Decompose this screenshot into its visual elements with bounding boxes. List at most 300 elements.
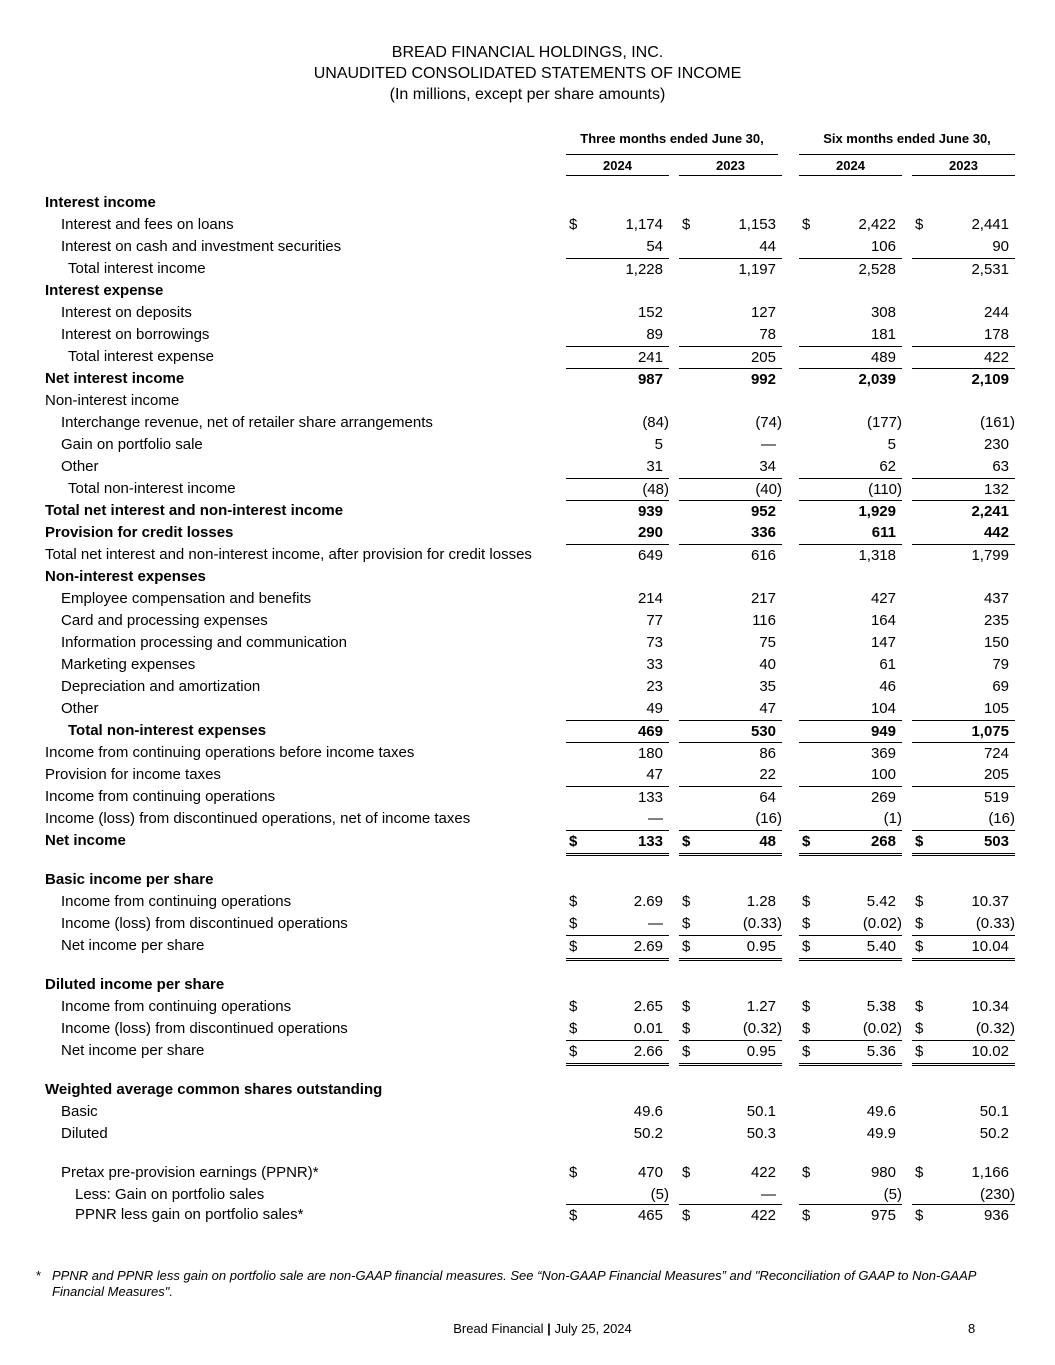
column-group-underline bbox=[799, 154, 1015, 155]
cell-value: 244 bbox=[983, 304, 1009, 321]
value-cell bbox=[679, 500, 782, 523]
cell-value: 105 bbox=[983, 700, 1009, 717]
year-underline bbox=[679, 175, 782, 176]
cell-value: — bbox=[761, 1186, 776, 1203]
currency-symbol: $ bbox=[682, 998, 691, 1015]
currency-symbol: $ bbox=[802, 998, 811, 1015]
value-cell bbox=[912, 302, 1015, 324]
value-cell bbox=[679, 676, 782, 698]
value-cell bbox=[799, 764, 902, 786]
cell-value: 336 bbox=[750, 524, 776, 541]
value-cell bbox=[912, 764, 1015, 786]
value-cell bbox=[679, 632, 782, 654]
value-cell bbox=[679, 368, 782, 391]
row-label: Total interest expense bbox=[68, 348, 214, 365]
currency-symbol: $ bbox=[569, 216, 578, 233]
value-cell bbox=[799, 258, 902, 281]
value-cell bbox=[679, 324, 782, 346]
currency-symbol: $ bbox=[682, 938, 691, 955]
cell-value: 268 bbox=[870, 833, 896, 850]
row-label: Interchange revenue, net of retailer share arrangements bbox=[61, 414, 433, 431]
value-cell bbox=[912, 324, 1015, 346]
row-label: Interest income bbox=[45, 194, 156, 211]
value-cell bbox=[679, 654, 782, 676]
value-cell bbox=[679, 742, 782, 765]
cell-value: 54 bbox=[646, 238, 663, 255]
value-cell bbox=[912, 346, 1015, 369]
row-label: Total non-interest expenses bbox=[68, 722, 267, 739]
cell-value: 1.28 bbox=[746, 893, 776, 910]
value-cell bbox=[912, 1018, 1015, 1040]
table-row bbox=[0, 214, 1055, 236]
row-label: Total net interest and non-interest income bbox=[45, 502, 344, 519]
value-cell bbox=[679, 786, 782, 809]
cell-value: 2.69 bbox=[633, 938, 663, 955]
value-cell bbox=[679, 588, 782, 610]
cell-value: (0.33) bbox=[975, 915, 1015, 932]
row-label: Provision for credit losses bbox=[45, 524, 234, 541]
currency-symbol: $ bbox=[569, 833, 578, 850]
table-row bbox=[0, 566, 1055, 588]
value-cell bbox=[566, 698, 669, 720]
cell-value: 1,318 bbox=[858, 547, 896, 564]
value-cell bbox=[912, 808, 1015, 830]
cell-value: 50.2 bbox=[633, 1125, 663, 1142]
currency-symbol: $ bbox=[802, 1164, 811, 1181]
table-row bbox=[0, 720, 1055, 742]
cell-value: 2.66 bbox=[633, 1043, 663, 1060]
cell-value: 2,422 bbox=[858, 216, 896, 233]
column-group-six-months: Six months ended June 30, bbox=[823, 131, 991, 146]
value-cell bbox=[566, 1123, 669, 1145]
value-cell bbox=[566, 478, 669, 501]
cell-value: 133 bbox=[637, 833, 663, 850]
value-cell bbox=[679, 1123, 782, 1145]
value-cell bbox=[566, 544, 669, 567]
cell-value: — bbox=[761, 436, 776, 453]
value-cell bbox=[679, 1162, 782, 1184]
cell-value: 69 bbox=[992, 678, 1009, 695]
cell-value: 369 bbox=[870, 745, 896, 762]
cell-value: (74) bbox=[755, 414, 782, 431]
row-label: Basic bbox=[61, 1103, 98, 1120]
cell-value: (5) bbox=[650, 1186, 669, 1203]
table-row bbox=[0, 676, 1055, 698]
cell-value: 49.9 bbox=[866, 1125, 896, 1142]
value-cell bbox=[679, 544, 782, 567]
column-group-three-months: Three months ended June 30, bbox=[580, 131, 764, 146]
value-cell bbox=[679, 1184, 782, 1206]
value-cell bbox=[566, 1204, 669, 1227]
cell-value: 5.40 bbox=[866, 938, 896, 955]
currency-symbol: $ bbox=[802, 1207, 811, 1224]
currency-symbol: $ bbox=[802, 1020, 811, 1037]
cell-value: 2,039 bbox=[858, 371, 896, 388]
currency-symbol: $ bbox=[569, 1020, 578, 1037]
row-label: Employee compensation and benefits bbox=[61, 590, 312, 607]
cell-value: 61 bbox=[879, 656, 896, 673]
cell-value: 2,241 bbox=[971, 503, 1009, 520]
row-label: Diluted bbox=[61, 1125, 108, 1142]
cell-value: 34 bbox=[759, 458, 776, 475]
value-cell bbox=[679, 456, 782, 478]
value-cell bbox=[679, 698, 782, 720]
value-cell bbox=[679, 996, 782, 1018]
value-cell bbox=[799, 676, 902, 698]
cell-value: 10.04 bbox=[971, 938, 1009, 955]
value-cell bbox=[566, 913, 669, 935]
report-title bbox=[0, 42, 1055, 105]
cell-value: 90 bbox=[992, 238, 1009, 255]
cell-value: 2,441 bbox=[971, 216, 1009, 233]
currency-symbol: $ bbox=[802, 915, 811, 932]
row-label: Card and processing expenses bbox=[61, 612, 268, 629]
cell-value: 64 bbox=[759, 789, 776, 806]
value-cell bbox=[566, 1184, 669, 1206]
cell-value: 73 bbox=[646, 634, 663, 651]
footer-date: July 25, 2024 bbox=[554, 1321, 632, 1336]
row-label: Basic income per share bbox=[45, 871, 214, 888]
cell-value: 5.38 bbox=[866, 998, 896, 1015]
row-label: Net income bbox=[45, 832, 126, 849]
year-header: 2023 bbox=[716, 158, 745, 173]
table-row bbox=[0, 522, 1055, 544]
cell-value: (1) bbox=[883, 810, 902, 827]
value-cell bbox=[799, 434, 902, 456]
cell-value: 5 bbox=[887, 436, 896, 453]
cell-value: 465 bbox=[637, 1207, 663, 1224]
currency-symbol: $ bbox=[915, 1207, 924, 1224]
row-label: Interest on cash and investment securities bbox=[61, 238, 342, 255]
cell-value: (16) bbox=[755, 810, 782, 827]
cell-value: 31 bbox=[646, 458, 663, 475]
row-label: Total non-interest income bbox=[68, 480, 236, 497]
cell-value: 47 bbox=[759, 700, 776, 717]
cell-value: 442 bbox=[983, 524, 1009, 541]
row-label: Income from continuing operations bbox=[61, 998, 292, 1015]
cell-value: 63 bbox=[992, 458, 1009, 475]
cell-value: 0.95 bbox=[746, 938, 776, 955]
value-cell bbox=[799, 324, 902, 346]
cell-value: (16) bbox=[988, 810, 1015, 827]
cell-value: 503 bbox=[983, 833, 1009, 850]
cell-value: 427 bbox=[870, 590, 896, 607]
cell-value: 50.1 bbox=[979, 1103, 1009, 1120]
cell-value: 422 bbox=[750, 1207, 776, 1224]
cell-value: 308 bbox=[870, 304, 896, 321]
table-row bbox=[0, 935, 1055, 957]
cell-value: (84) bbox=[642, 414, 669, 431]
currency-symbol: $ bbox=[569, 893, 578, 910]
table-row bbox=[0, 654, 1055, 676]
value-cell bbox=[679, 891, 782, 913]
currency-symbol: $ bbox=[915, 998, 924, 1015]
value-cell bbox=[799, 632, 902, 654]
table-row bbox=[0, 996, 1055, 1018]
value-cell bbox=[912, 676, 1015, 698]
value-cell bbox=[799, 610, 902, 632]
value-cell bbox=[679, 1018, 782, 1040]
value-cell bbox=[799, 500, 902, 523]
value-cell bbox=[912, 522, 1015, 544]
row-label: Less: Gain on portfolio sales bbox=[75, 1186, 265, 1203]
value-cell bbox=[679, 1204, 782, 1227]
cell-value: 10.34 bbox=[971, 998, 1009, 1015]
row-spacer bbox=[0, 852, 1055, 869]
value-cell bbox=[566, 742, 669, 765]
cell-value: 180 bbox=[637, 745, 663, 762]
cell-value: 422 bbox=[983, 349, 1009, 366]
cell-value: 23 bbox=[646, 678, 663, 695]
currency-symbol: $ bbox=[682, 216, 691, 233]
cell-value: 132 bbox=[983, 481, 1009, 498]
currency-symbol: $ bbox=[802, 893, 811, 910]
cell-value: 50.2 bbox=[979, 1125, 1009, 1142]
value-cell bbox=[566, 368, 669, 391]
table-row bbox=[0, 412, 1055, 434]
table-row bbox=[0, 1123, 1055, 1145]
table-row bbox=[0, 742, 1055, 764]
currency-symbol: $ bbox=[802, 938, 811, 955]
cell-value: 178 bbox=[983, 326, 1009, 343]
value-cell bbox=[912, 214, 1015, 236]
value-cell bbox=[799, 522, 902, 544]
currency-symbol: $ bbox=[682, 1207, 691, 1224]
value-cell bbox=[679, 214, 782, 236]
cell-value: 269 bbox=[870, 789, 896, 806]
value-cell bbox=[912, 913, 1015, 935]
table-row bbox=[0, 368, 1055, 390]
value-cell bbox=[566, 996, 669, 1018]
row-label: Pretax pre-provision earnings (PPNR)* bbox=[61, 1164, 319, 1181]
value-cell bbox=[912, 996, 1015, 1018]
cell-value: 5 bbox=[654, 436, 663, 453]
cell-value: 649 bbox=[637, 547, 663, 564]
currency-symbol: $ bbox=[915, 1020, 924, 1037]
cell-value: 181 bbox=[870, 326, 896, 343]
cell-value: (0.02) bbox=[862, 1020, 902, 1037]
currency-symbol: $ bbox=[569, 998, 578, 1015]
table-row bbox=[0, 764, 1055, 786]
cell-value: 469 bbox=[637, 723, 663, 740]
cell-value: 44 bbox=[759, 238, 776, 255]
value-cell bbox=[799, 996, 902, 1018]
value-cell bbox=[799, 412, 902, 434]
value-cell bbox=[566, 456, 669, 478]
cell-value: 106 bbox=[870, 238, 896, 255]
value-cell bbox=[679, 258, 782, 281]
value-cell bbox=[912, 1101, 1015, 1123]
cell-value: 5.36 bbox=[866, 1043, 896, 1060]
value-cell bbox=[566, 588, 669, 610]
value-cell bbox=[912, 500, 1015, 523]
cell-value: 530 bbox=[750, 723, 776, 740]
cell-value: 1,197 bbox=[738, 261, 776, 278]
value-cell bbox=[566, 786, 669, 809]
cell-value: (0.33) bbox=[742, 915, 782, 932]
currency-symbol: $ bbox=[802, 833, 811, 850]
currency-symbol: $ bbox=[915, 1043, 924, 1060]
cell-value: 422 bbox=[750, 1164, 776, 1181]
cell-value: (161) bbox=[979, 414, 1015, 431]
value-cell bbox=[799, 1204, 902, 1227]
value-cell bbox=[566, 891, 669, 913]
footnote bbox=[36, 1268, 996, 1300]
cell-value: 489 bbox=[870, 349, 896, 366]
cell-value: 77 bbox=[646, 612, 663, 629]
table-row bbox=[0, 544, 1055, 566]
value-cell bbox=[912, 1123, 1015, 1145]
value-cell bbox=[566, 808, 669, 830]
value-cell bbox=[799, 346, 902, 369]
value-cell bbox=[912, 654, 1015, 676]
cell-value: 952 bbox=[750, 503, 776, 520]
cell-value: 2,109 bbox=[971, 371, 1009, 388]
row-label: Non-interest expenses bbox=[45, 568, 206, 585]
value-cell bbox=[912, 544, 1015, 567]
cell-value: 164 bbox=[870, 612, 896, 629]
value-cell bbox=[912, 891, 1015, 913]
cell-value: 75 bbox=[759, 634, 776, 651]
row-label: Income (loss) from discontinued operations bbox=[61, 1020, 348, 1037]
value-cell bbox=[566, 214, 669, 236]
currency-symbol: $ bbox=[682, 893, 691, 910]
cell-value: 49 bbox=[646, 700, 663, 717]
row-label: Gain on portfolio sale bbox=[61, 436, 203, 453]
table-row bbox=[0, 434, 1055, 456]
cell-value: 48 bbox=[759, 833, 776, 850]
cell-value: 46 bbox=[879, 678, 896, 695]
value-cell bbox=[679, 720, 782, 743]
row-label: Income from continuing operations bbox=[45, 788, 276, 805]
value-cell bbox=[566, 302, 669, 324]
value-cell bbox=[566, 1162, 669, 1184]
value-cell bbox=[799, 544, 902, 567]
income-statement-table bbox=[0, 192, 1055, 1226]
currency-symbol: $ bbox=[915, 833, 924, 850]
cell-value: 1,075 bbox=[971, 723, 1009, 740]
value-cell bbox=[799, 742, 902, 765]
value-cell bbox=[799, 1162, 902, 1184]
row-label: Information processing and communication bbox=[61, 634, 347, 651]
value-cell bbox=[679, 302, 782, 324]
value-cell bbox=[566, 632, 669, 654]
currency-symbol: $ bbox=[802, 216, 811, 233]
cell-value: 939 bbox=[637, 503, 663, 520]
cell-value: 10.02 bbox=[971, 1043, 1009, 1060]
cell-value: 1,166 bbox=[971, 1164, 1009, 1181]
table-row bbox=[0, 258, 1055, 280]
value-cell bbox=[799, 786, 902, 809]
currency-symbol: $ bbox=[915, 1164, 924, 1181]
value-cell bbox=[912, 720, 1015, 743]
cell-value: (5) bbox=[883, 1186, 902, 1203]
cell-value: 992 bbox=[750, 371, 776, 388]
currency-symbol: $ bbox=[569, 915, 578, 932]
cell-value: 1.27 bbox=[746, 998, 776, 1015]
value-cell bbox=[912, 434, 1015, 456]
value-cell bbox=[679, 808, 782, 830]
value-cell bbox=[566, 412, 669, 434]
cell-value: 1,174 bbox=[625, 216, 663, 233]
company-name: BREAD FINANCIAL HOLDINGS, INC. bbox=[391, 44, 664, 61]
cell-value: 616 bbox=[750, 547, 776, 564]
cell-value: 50.3 bbox=[746, 1125, 776, 1142]
row-label: Net income per share bbox=[61, 937, 205, 954]
row-label: Total net interest and non-interest income, after provision for credit losses bbox=[45, 546, 532, 563]
row-label: Depreciation and amortization bbox=[61, 678, 261, 695]
table-row bbox=[0, 192, 1055, 214]
row-label: PPNR less gain on portfolio sales* bbox=[75, 1206, 304, 1223]
cell-value: 980 bbox=[870, 1164, 896, 1181]
cell-value: 987 bbox=[637, 371, 663, 388]
cell-value: 100 bbox=[870, 766, 896, 783]
table-row bbox=[0, 456, 1055, 478]
row-label: Weighted average common shares outstanding bbox=[45, 1081, 383, 1098]
row-label: Provision for income taxes bbox=[45, 766, 221, 783]
table-row bbox=[0, 302, 1055, 324]
value-cell bbox=[566, 324, 669, 346]
cell-value: (177) bbox=[866, 414, 902, 431]
table-row bbox=[0, 1040, 1055, 1062]
value-cell bbox=[799, 588, 902, 610]
currency-symbol: $ bbox=[682, 1020, 691, 1037]
currency-symbol: $ bbox=[915, 893, 924, 910]
table-row bbox=[0, 913, 1055, 935]
row-label: Other bbox=[61, 458, 99, 475]
footer-separator: | bbox=[547, 1321, 551, 1336]
table-row bbox=[0, 390, 1055, 412]
cell-value: 62 bbox=[879, 458, 896, 475]
table-row bbox=[0, 1184, 1055, 1204]
currency-symbol: $ bbox=[569, 938, 578, 955]
currency-symbol: $ bbox=[569, 1043, 578, 1060]
table-row bbox=[0, 786, 1055, 808]
currency-symbol: $ bbox=[802, 1043, 811, 1060]
row-label: Marketing expenses bbox=[61, 656, 196, 673]
value-cell bbox=[912, 456, 1015, 478]
row-label: Income from continuing operations bbox=[61, 893, 292, 910]
cell-value: 975 bbox=[870, 1207, 896, 1224]
row-label: Interest expense bbox=[45, 282, 164, 299]
value-cell bbox=[912, 1162, 1015, 1184]
cell-value: 40 bbox=[759, 656, 776, 673]
value-cell bbox=[679, 412, 782, 434]
table-row bbox=[0, 280, 1055, 302]
table-row bbox=[0, 830, 1055, 852]
value-cell bbox=[566, 720, 669, 743]
value-cell bbox=[679, 913, 782, 935]
cell-value: 150 bbox=[983, 634, 1009, 651]
cell-value: 78 bbox=[759, 326, 776, 343]
cell-value: 611 bbox=[871, 524, 896, 541]
currency-symbol: $ bbox=[682, 833, 691, 850]
cell-value: 49.6 bbox=[633, 1103, 663, 1120]
value-cell bbox=[679, 236, 782, 258]
row-label: Income (loss) from discontinued operations bbox=[61, 915, 348, 932]
value-cell bbox=[566, 346, 669, 369]
table-row bbox=[0, 1079, 1055, 1101]
table-row bbox=[0, 346, 1055, 368]
value-cell bbox=[799, 891, 902, 913]
table-row bbox=[0, 236, 1055, 258]
value-cell bbox=[799, 913, 902, 935]
table-row bbox=[0, 1018, 1055, 1040]
value-cell bbox=[912, 588, 1015, 610]
year-underline bbox=[912, 175, 1015, 176]
table-row bbox=[0, 698, 1055, 720]
cell-value: 22 bbox=[759, 766, 776, 783]
